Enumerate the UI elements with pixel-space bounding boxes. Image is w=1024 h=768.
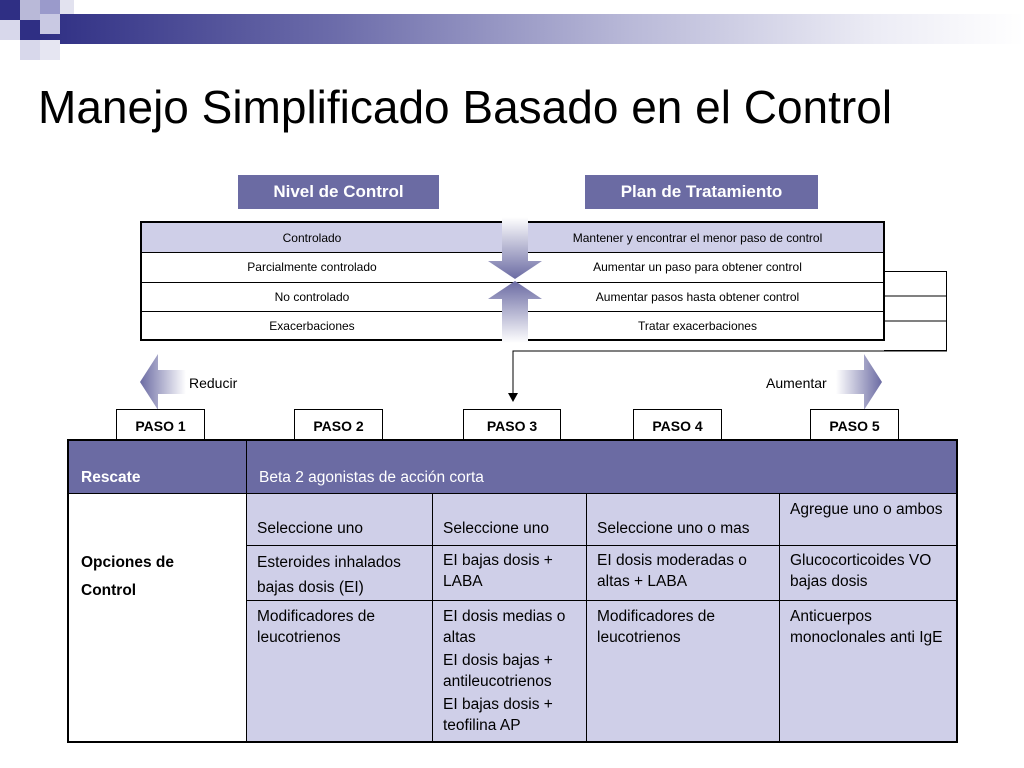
nivel-de-control-header: Nivel de Control	[238, 175, 439, 209]
table-cell: Modificadores de leucotrienos	[257, 608, 376, 646]
aumentar-label: Aumentar	[766, 375, 827, 391]
deco-square	[40, 40, 60, 60]
table-cell: Seleccione uno	[443, 520, 549, 537]
paso-2-label: PASO 2	[294, 409, 383, 443]
header-gradient-band	[40, 14, 1024, 44]
paso-3-label: PASO 3	[463, 409, 561, 443]
control-level-cell: No controlado	[274, 290, 350, 304]
deco-square	[40, 0, 60, 14]
opciones-cell	[69, 494, 247, 741]
paso-4-label: PASO 4	[633, 409, 722, 443]
control-level-cell: Controlado	[282, 230, 342, 245]
paso-5-label: PASO 5	[810, 409, 899, 443]
slide-title: Manejo Simplificado Basado en el Control	[38, 81, 893, 133]
deco-square	[60, 0, 74, 14]
treatment-plan-cell: Aumentar pasos hasta obtener control	[595, 290, 800, 304]
grid-line	[69, 493, 956, 494]
deco-square	[0, 20, 20, 40]
table-cell-multi	[433, 603, 586, 741]
table-cell: EI dosis moderadas o altas + LABA	[597, 552, 747, 590]
deco-square	[20, 0, 40, 20]
reducir-label: Reducir	[189, 375, 238, 391]
increase-arrow-icon	[836, 352, 882, 412]
double-arrow-icon	[487, 217, 543, 343]
table-cell-line: EI dosis bajas + antileucotrienos	[443, 651, 553, 690]
deco-square	[20, 40, 40, 60]
table-cell: Anticuerpos monoclonales anti IgE	[790, 608, 943, 646]
treatment-steps-table	[67, 439, 958, 743]
rescate-value: Beta 2 agonistas de acción corta	[259, 469, 484, 486]
deco-square	[0, 0, 20, 20]
table-cell: Esteroides inhalados bajas dosis (EI)	[257, 554, 401, 596]
control-level-cell: Parcialmente controlado	[247, 260, 377, 274]
rescate-row	[69, 441, 956, 494]
table-cell-line: EI dosis medias o altas	[443, 608, 566, 646]
table-cell: Seleccione uno o mas	[597, 520, 750, 537]
treatment-plan-cell: Tratar exacerbaciones	[638, 319, 757, 333]
connector-arrow	[505, 345, 950, 405]
control-level-cell: Exacerbaciones	[269, 319, 355, 333]
table-cell: Agregue uno o ambos	[790, 501, 943, 518]
table-cell: Modificadores de leucotrienos	[597, 608, 716, 646]
table-cell-line: EI bajas dosis + teofilina AP	[443, 695, 553, 734]
deco-square	[20, 20, 40, 40]
bracket-lines	[884, 271, 947, 351]
table-cell: EI bajas dosis + LABA	[443, 552, 553, 590]
table-cell: Seleccione uno	[257, 520, 363, 537]
reduce-arrow-icon	[140, 352, 186, 412]
rescate-label: Rescate	[81, 469, 141, 486]
treatment-plan-cell: Mantener y encontrar el menor paso de control	[572, 230, 823, 245]
deco-square	[40, 14, 60, 34]
table-cell: Glucocorticoides VO bajas dosis	[790, 552, 932, 590]
plan-de-tratamiento-header: Plan de Tratamiento	[585, 175, 818, 209]
opciones-label: Opciones de Control	[81, 554, 175, 599]
treatment-plan-cell: Aumentar un paso para obtener control	[593, 260, 802, 274]
grid-line	[247, 545, 956, 546]
paso-1-label: PASO 1	[116, 409, 205, 443]
